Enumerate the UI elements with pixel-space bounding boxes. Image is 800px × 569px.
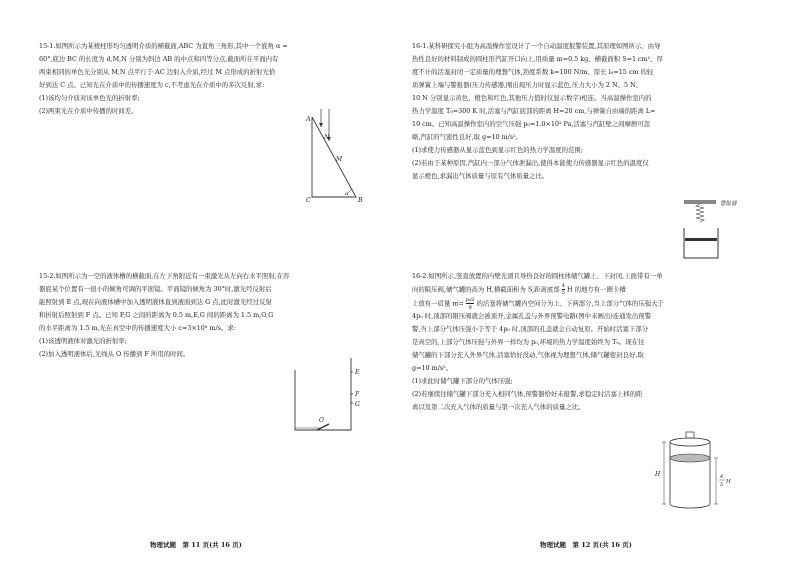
question-2-continued: 离以及第二次充入气体的质量与第一次充入气体的质量之比。 [412, 403, 585, 411]
problem-text-line: g=10 m/s²。 [412, 364, 453, 372]
problem-text-line: 略,汽缸的气密性良好,取 g=10 m/s²。 [412, 133, 523, 141]
problem-text-line [412, 297, 756, 311]
problem-text-line: 警,当上部分气体压强小于等于 4p₀ 时,顶部的孔盖就会自动复原。开始时活塞下部分 [412, 325, 649, 333]
figure-16-2-tank [650, 432, 740, 517]
problem-text-line: 质弹簧上端与警报器(压力传感器,刚出现压力时显示蓝色,压力大小为 2 N、5 N、 [412, 81, 643, 89]
label-frac-H: H [726, 479, 731, 485]
fraction-numerator: 4 [561, 283, 565, 289]
problem-text-line: 器底某个位置有一很小的倾角可调的平面镜。平面镜的倾角为 30°时,激光经反射后 [39, 285, 272, 293]
right-page [400, 0, 800, 569]
problem-text-line: 是真空的,上部分气体压强与外界一样均为 p₀,环境的热力学温度始终为 T₀。现在往 [412, 338, 645, 346]
text-span: 向的限压阀,储气罐的高为 H,横截面积为 S,距离底部 [412, 285, 560, 294]
problem-15-2 [39, 270, 379, 361]
label-E: E [355, 369, 360, 376]
label-frac-num: 4 [720, 474, 724, 480]
problem-text-line: 15-1.如图所示为某棱柱形均匀透明介质的横截面,ABC 为直角三角形,其中一个底角 α = [39, 42, 288, 50]
fraction-denominator: g [468, 303, 472, 310]
label-O: O [319, 417, 324, 424]
problem-text-line: 两束相同的单色光分别从 M,N 点平行于 AC 边射入介质,经过 M 点形成的折射光恰 [39, 68, 276, 76]
label-F: F [355, 391, 360, 398]
problem-text-line: 热性良好的材料制成的圆柱形汽缸开口向上,用质量 m=0.5 kg、横截面积 S=1 cm²、厚 [412, 55, 664, 63]
figure-15-1-prism [296, 105, 376, 205]
page-footer: 物理试题 第 11 页(共 16 页) [150, 541, 242, 549]
fraction [562, 283, 565, 296]
problem-text-line: 储气罐的下部分充入外界气体,活塞恰好没动,气体视为理想气体,储气罐密封良好,取 [412, 351, 644, 359]
problem-text-line [412, 283, 756, 297]
problem-text-line: 和折射后照射到 F 点。已知 F,G 之间的距离为 0.5 m,E,G 间的距离为 1.5 m,O,G [39, 311, 274, 319]
question-1: (1)求此时储气罐下部分的气体压强; [412, 377, 513, 385]
question-1: (1)该透明液体对激光的折射率; [39, 337, 127, 345]
problem-text-line: 10 N 分别显示黄色、橙色和红色,其他压力值时仪显示数字)相连。当高温操作室内的 [412, 94, 652, 102]
problem-text-line: 10 cm。已知高温操作室内的空气压强 p₀=1.0×10⁵ Pa,活塞与汽缸壁之间摩擦可忽 [412, 120, 651, 128]
label-frac-den: 5 [720, 482, 724, 488]
text-span: 上放有一质量 m= [412, 299, 464, 307]
label-A: A [306, 115, 311, 123]
problem-text-line: 好到达 C 点。已知光在介质中的传播速度为 c,不考虑光在介质中的多次反射,求: [39, 81, 265, 89]
fraction-numerator: p₀S [465, 296, 475, 303]
figure-15-2-tank [285, 350, 365, 440]
figure-16-1-cylinder [680, 198, 756, 264]
problem-16-2 [412, 270, 756, 414]
text-span: H 的地方有一圈卡槽 [566, 285, 626, 294]
label-B: B [358, 196, 363, 204]
problem-text-line: 热力学温度 T₀=300 K 时,活塞与汽缸底部的距离 H=20 cm,与弹簧自由端的距离 L= [412, 107, 656, 115]
text-span: 的活塞将储气罐内空间分为上、下两部分,当上部分气体的压强大于 [476, 299, 664, 307]
question-2: (2)加入透明液体后,光线从 O 传播到 F 所用的时间。 [39, 350, 190, 358]
label-C: C [306, 196, 311, 204]
question-2: (2)若由于某种原因,汽缸内一部分气体泄漏出,使得本能使力传感器显示红色的温度仅 [412, 159, 649, 167]
fraction-denominator: 5 [561, 290, 565, 296]
label-alarm: 警报器 [720, 201, 737, 207]
label-N: N [324, 134, 330, 141]
question-1: (1)求使力传感器从显示蓝色到显示红色的热力学温度的范围; [412, 146, 583, 154]
page-footer: 物理试题 第 12 页(共 16 页) [540, 541, 632, 549]
label-H: H [655, 471, 661, 478]
question-2: (2)若继续往储气罐下部分充入相同气体,预警器恰好未报警,求稳定时活塞上移的距 [412, 390, 643, 398]
problem-text-line: 能照射到 E 点,现在向液体槽中加入透明液体直到液面到达 G 点,此时激光经过反射 [39, 298, 272, 306]
problem-text-line: 15-2.如图所示为一空的液体槽的横截面,在左下角附近有一束激光从左向右水平照射,在容 [39, 272, 290, 280]
problem-text-line: 60°,底边 BC 的长度为 d,M,N 分别为斜边 AB 的中点和四等分点,截面所在平面内有 [39, 55, 279, 63]
problem-text-line: 16-1.某科研探究小组为高温操作室设计了一个自动温度报警装置,其原理如图所示。由导 [412, 42, 661, 50]
label-G: G [355, 401, 360, 408]
label-alpha: α [345, 191, 349, 197]
fraction [466, 297, 475, 310]
question-1: (1)该均匀介质对该单色光的折射率; [39, 94, 140, 102]
question-2: (2)两束光在介质中传播的时间差。 [39, 107, 138, 115]
problem-text-line: 度不计的活塞封闭一定质量的理想气体,劲度系数 k=100 N/m、原长 l₀=15 cm 的轻 [412, 68, 654, 76]
question-2-continued: 显示橙色,求漏出气体质量与原有气体质量之比。 [412, 172, 549, 180]
problem-text-line: 16-2.如图所示,竖直放置的内壁光滑且导热良好的圆柱体储气罐上、下封闭,上面带有一单 [412, 272, 663, 280]
problem-text-line: 4p₀ 时,顶部的限压阀就会被顶开,金属孔盖与外界预警电路(图中未画出)连通发出预警 [412, 312, 652, 320]
problem-16-1 [412, 40, 756, 183]
problem-text-line: 的水平距离为 1.5 m,光在真空中的传播速度大小 c=3×10⁸ m/s。求: [39, 324, 236, 332]
label-M: M [336, 156, 343, 163]
